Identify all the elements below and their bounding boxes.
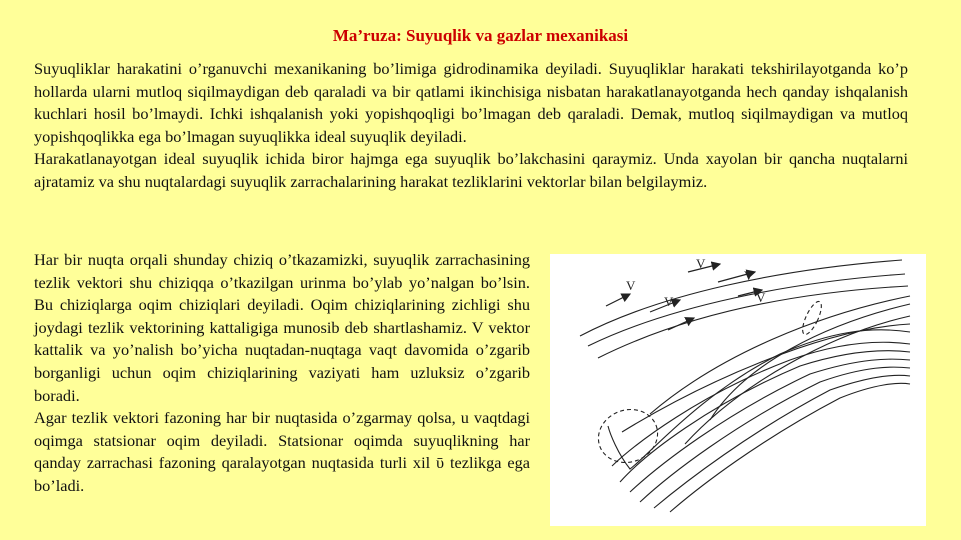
paragraph-ideal-fluid-particle: Harakatlanayotgan ideal suyuqlik ichida biror hajmga ega suyuqlik bo’lakchasini qaraymiz. Unda xayolan bir qancha nuqtalarni ajratamiz va shu nuqtalardagi suyuqlik zarrachalarining harakat tezliklarini vektorlar bilan belgilaymiz. xyxy=(34,149,908,191)
streamline xyxy=(640,367,910,502)
paragraph-stationary-flow: Agar tezlik vektori fazoning har bir nuqtasida o’zgarmay qolsa, u vaqtdagi oqimga statsionar oqim deyiladi. Statsionar oqimda suyuqlikning har qanday zarrachasi fazoning qaralayotgan nuqtasida turli xil ῡ tezlikga ega bo’ladi. xyxy=(34,408,530,495)
streamline xyxy=(598,286,908,358)
vector-label: V xyxy=(696,256,706,271)
cross-section-ellipse xyxy=(799,299,825,337)
cross-section-ellipse xyxy=(591,401,665,470)
vector-label: V xyxy=(756,290,766,305)
velocity-vector-arrow xyxy=(606,294,630,306)
slide-title: Ma’ruza: Suyuqlik va gazlar mexanikasi xyxy=(332,26,629,45)
intro-text xyxy=(34,58,908,194)
paragraph-streamlines: Har bir nuqta orqali shunday chiziq o’tkazamizki, suyuqlik zarrachasining tezlik vektori shu chiziqqa o’tkazilgan urinma bo’ylab yo’nalgan bo’lsin. Bu chiziqlarga oqim chiziqlari deyiladi. Oqim chiziqlarining zichligi shu joydagi tezlik vektorining kattaligiga munosib deb shartlashamiz. V vektor kattalik va yo’nalish bo’yicha nuqtadan-nuqtaga vaqt davomida o’zgarib borganligi uchun oqim chiziqlarining vaziyati ham uzluksiz o’zgarib boradi. xyxy=(34,250,530,405)
streamline-text xyxy=(34,249,530,498)
streamline-diagram xyxy=(550,254,926,526)
vector-label: V xyxy=(744,268,754,283)
streamline xyxy=(588,274,905,346)
streamline xyxy=(580,260,902,336)
vector-label: V xyxy=(626,278,636,293)
streamline xyxy=(710,304,910,420)
vector-label: V xyxy=(684,314,694,329)
streamlines xyxy=(580,260,910,512)
vector-label: V xyxy=(664,294,674,309)
streamline xyxy=(670,383,910,512)
streamline-figure xyxy=(550,254,926,526)
paragraph-hydrodynamics: Suyuqliklar harakatini o’rganuvchi mexanikaning bo’limiga gidrodinamika deyiladi. Suyuqliklar harakati tekshirilayotganda ko’p hollarda ularni mutloq siqilmaydigan deb qaraladi va bir qatlami ikinchisiga nisbatan harakatlanayotganda hech qanday ishqalanish kuchlari hosil bo’lmaydi. Ichki ishqalanish yoki yopishqoqligi bo’lmagan deb qaraladi. Demak, mutloq siqilmaydigan va mutloq yopishqoqlikka ega bo’lmagan suyuqlikka ideal suyuqlik deyiladi. xyxy=(34,59,908,146)
